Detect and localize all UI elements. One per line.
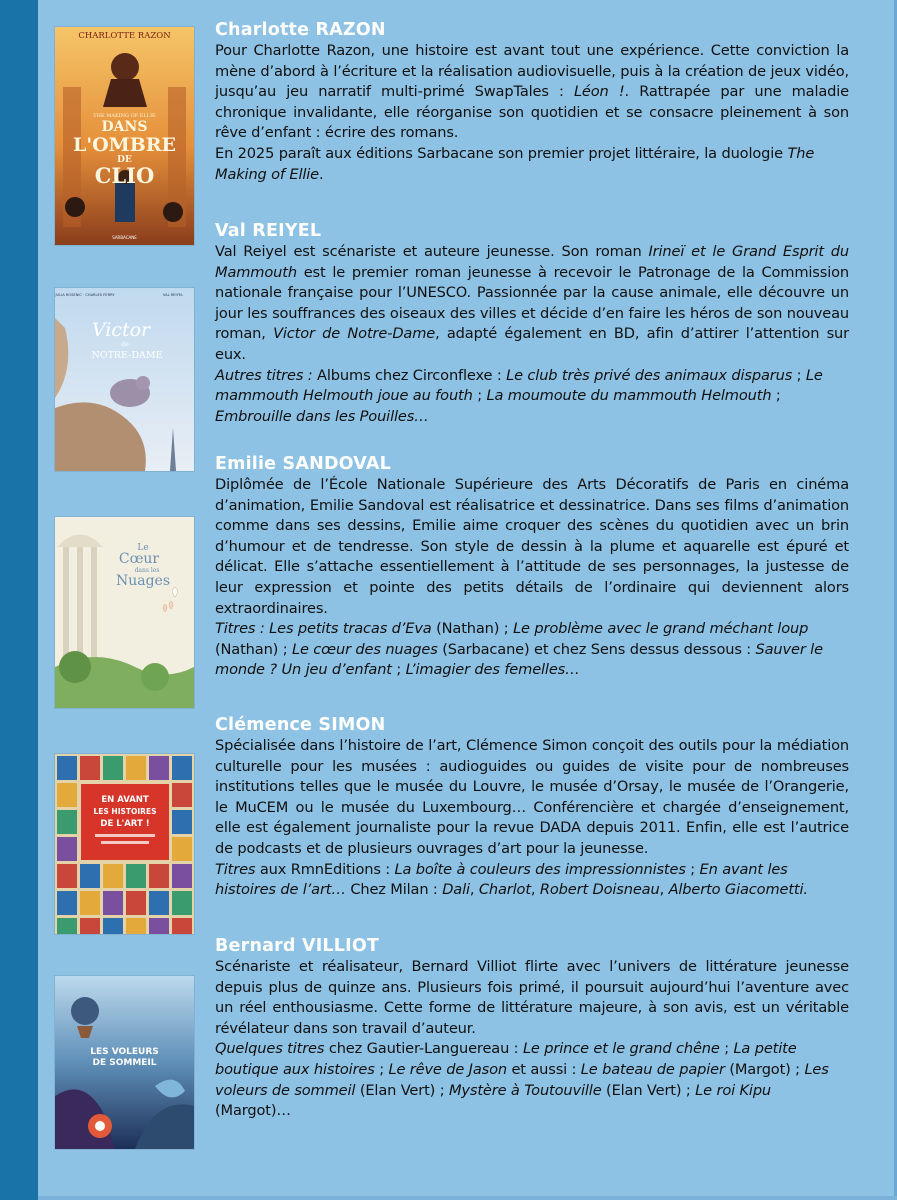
cover-author-text: VAL REIYEL	[162, 293, 184, 297]
cover-title-line: DE SOMMEIL	[92, 1058, 157, 1068]
author-name: Emilie SANDOVAL	[215, 454, 391, 474]
italic-title: Le roi Kipu	[695, 1081, 772, 1099]
author-titles-paragraph: Autres titres : Albums chez Circonflexe : Le club très privé des animaux disparus ; Le mammouth Helmouth joue au fouth ; La moumoute du mammouth Helmouth ; Embrouille dans les Pouilles…	[215, 366, 823, 425]
author-entry	[215, 220, 849, 427]
author-name: Val REIYEL	[215, 221, 322, 241]
italic-title: La moumoute du mammouth Helmouth	[486, 387, 772, 405]
cover-title-line: Victor	[91, 319, 151, 341]
italic-title: Dali	[442, 881, 470, 899]
cover-illustration	[55, 976, 194, 1149]
cover-author-text: CHARLOTTE RAZON	[78, 31, 171, 41]
book-cover-le-coeur-dans-les-nuages	[55, 517, 194, 708]
bottom-edge-rule	[38, 1196, 897, 1200]
italic-title: Le prince et le grand chêne	[522, 1040, 720, 1058]
italic-title: Le club très privé des animaux disparus	[506, 366, 793, 384]
italic-title: Titres	[215, 860, 256, 878]
italic-title: Robert Doisneau	[539, 881, 660, 899]
cover-publisher-text: SARBACANE	[112, 235, 137, 240]
author-name: Bernard VILLIOT	[215, 936, 380, 956]
author-bio-paragraph: Scénariste et réalisateur, Bernard Villiot flirte avec l’univers de littérature jeunesse depuis plus de quinze ans. Plusieurs fois primé, il poursuit aujourd’hui l’aventure avec un réel enthousiasme. Cette forme de littérature majeure, à son avis, est un véritable révélateur dans son travail d’auteur.	[215, 958, 849, 1037]
author-entry	[215, 453, 849, 681]
italic-title: Quelques titres	[215, 1040, 325, 1058]
book-cover-victor-de-notre-dame	[55, 288, 194, 471]
cover-title-line: de	[121, 341, 129, 348]
author-titles-paragraph: Quelques titres chez Gautier-Languereau : Le prince et le grand chêne ; La petite boutique aux histoires ; Le rêve de Jason et aussi : Le bateau de papier (Margot) ; Les voleurs de sommeil (Elan Vert) ; Mystère à Toutouville (Elan Vert) ; Le roi Kipu (Margot)…	[215, 1040, 829, 1120]
italic-title: Mystère à Toutouville	[448, 1081, 602, 1099]
cover-title-line: Nuages	[115, 573, 171, 589]
book-cover-les-voleurs-de-sommeil	[55, 976, 194, 1149]
author-name: Clémence SIMON	[215, 715, 386, 735]
cover-title-line: DE	[117, 155, 132, 165]
author-bio-paragraph: Val Reiyel est scénariste et auteure jeunesse. Son roman Irineï et le Grand Esprit du Mammouth est le premier roman jeunesse à recevoir le Patronage de la Commission nationale française pour l’UNESCO. Passionnée par la cause animale, elle découvre un jour les souffrances des oiseaux des villes et décide d’en faire les héros de son nouveau roman, Victor de Notre-Dame, adapté également en BD, afin d’attirer l’attention sur eux.	[215, 243, 850, 363]
left-sidebar-band	[0, 0, 38, 1200]
cover-series-text: THE MAKING OF ELLIE	[93, 113, 156, 119]
italic-title: Les voleurs de sommeil	[215, 1060, 829, 1099]
italic-title: Le bateau de papier	[580, 1060, 725, 1078]
cover-title-line: DE L'ART !	[100, 819, 150, 829]
cover-title-line: CLIO	[94, 163, 155, 188]
cover-illustration	[55, 288, 194, 471]
italic-title: En avant les histoires de l’art…	[215, 860, 788, 899]
italic-title: Alberto Giacometti.	[668, 881, 808, 899]
author-bio-paragraph: Pour Charlotte Razon, une histoire est avant tout une expérience. Cette conviction la mène d’abord à l’écriture et la réalisation audiovisuelle, puis à la création de jeux vidéo, jusqu’au jeu narratif multi-primé SwapTales : Léon !. Rattrapée par une maladie chronique invalidante, elle réorganise son quotidien et se consacre pleinement à son rêve d’enfant : écrire des romans.	[215, 42, 849, 142]
italic-title: L’imagier des femelles…	[405, 661, 580, 679]
cover-title-line: LES VOLEURS	[90, 1047, 159, 1057]
cover-title-line: dans les	[134, 567, 160, 574]
cover-title-line: NOTRE-DAME	[91, 350, 163, 361]
cover-title-line: L'OMBRE	[72, 134, 177, 156]
italic-title: Sauver le monde ? Un jeu d’enfant	[215, 640, 823, 679]
cover-title-line: EN AVANT	[101, 795, 149, 805]
author-titles-paragraph: Titres aux RmnEditions : La boîte à couleurs des impressionnistes ; En avant les histoires de l’art… Chez Milan : Dali, Charlot, Robert Doisneau, Alberto Giacometti.	[215, 860, 808, 899]
author-bio-paragraph: Spécialisée dans l’histoire de l’art, Clémence Simon conçoit des outils pour la médiation culturelle pour les musées : audioguides ou guides de visite pour de nombreuses institutions telles que le musée du Louvre, le musée d’Orsay, le musée de l’Orangerie, le MuCEM ou le musée du Luxembourg… Conférencière et chargée d’enseignement, elle est également journaliste pour la revue DADA depuis 2011. Enfin, elle est l’autrice de podcasts et de plusieurs ouvrages d’art pour la jeunesse.	[215, 737, 849, 857]
italic-title: Irineï et le Grand Esprit du Mammouth	[215, 243, 849, 281]
italic-title: Le cœur des nuages	[291, 640, 438, 658]
italic-title: Le mammouth Helmouth joue au fouth	[215, 366, 823, 405]
italic-title: Titres :	[215, 620, 265, 638]
cover-title-line: DANS	[101, 119, 148, 135]
italic-title: Victor de Notre-Dame	[273, 325, 436, 343]
cover-title-line: Cœur	[118, 551, 160, 567]
cover-title-line: Le	[137, 543, 149, 553]
author-entry	[215, 714, 849, 901]
cover-title-line: LES HISTOIRES	[93, 807, 157, 816]
book-cover-dans-lombre-de-clio	[55, 27, 194, 245]
italic-title: Embrouille dans les Pouilles…	[215, 407, 429, 425]
italic-title: Le rêve de Jason	[388, 1060, 507, 1078]
author-entry	[215, 19, 849, 185]
italic-title: La petite boutique aux histoires	[215, 1040, 797, 1078]
author-bio-paragraph: Diplômée de l’École Nationale Supérieure des Arts Décoratifs de Paris en cinéma d’animation, Emilie Sandoval est réalisatrice et dessinatrice. Dans ses films d’animation comme dans ses dessins, Emilie aime croquer des scènes du quotidien avec un brin d’humour et de tendresse. Son style de dessin à la plume et aquarelle est épuré et délicat. Elle s’attache essentiellement à l’attitude de ses personnages, la justesse de leur expression et pointe des petits détails de l’ordinaire qui deviennent alors extraordinaires.	[215, 476, 849, 617]
italic-title: Léon !	[573, 83, 625, 101]
cover-illustrators-text: JULIA ROSENIC · CHARLES FERRY	[55, 293, 115, 297]
author-name: Charlotte RAZON	[215, 20, 386, 40]
italic-title: The Making of Ellie	[215, 144, 815, 183]
cover-illustration	[55, 517, 194, 708]
italic-title: Les petits tracas d’Eva	[269, 620, 432, 638]
italic-title: Autres titres :	[215, 366, 313, 384]
author-bio-paragraph: En 2025 paraît aux éditions Sarbacane son premier projet littéraire, la duologie The Making of Ellie.	[215, 144, 815, 183]
italic-title: Le problème avec le grand méchant loup	[513, 620, 809, 638]
author-entry	[215, 935, 849, 1122]
italic-title: La boîte à couleurs des impressionnistes	[394, 860, 686, 878]
book-cover-en-avant-les-histoires-de-lart	[55, 754, 194, 934]
italic-title: Charlot	[478, 881, 531, 899]
cover-illustration	[55, 27, 194, 245]
author-titles-paragraph: Titres : Les petits tracas d’Eva (Nathan) ; Le problème avec le grand méchant loup (Nathan) ; Le cœur des nuages (Sarbacane) et chez Sens dessus dessous : Sauver le monde ? Un jeu d’enfant ; L’imagier des femelles…	[215, 620, 823, 679]
cover-illustration	[55, 754, 194, 934]
